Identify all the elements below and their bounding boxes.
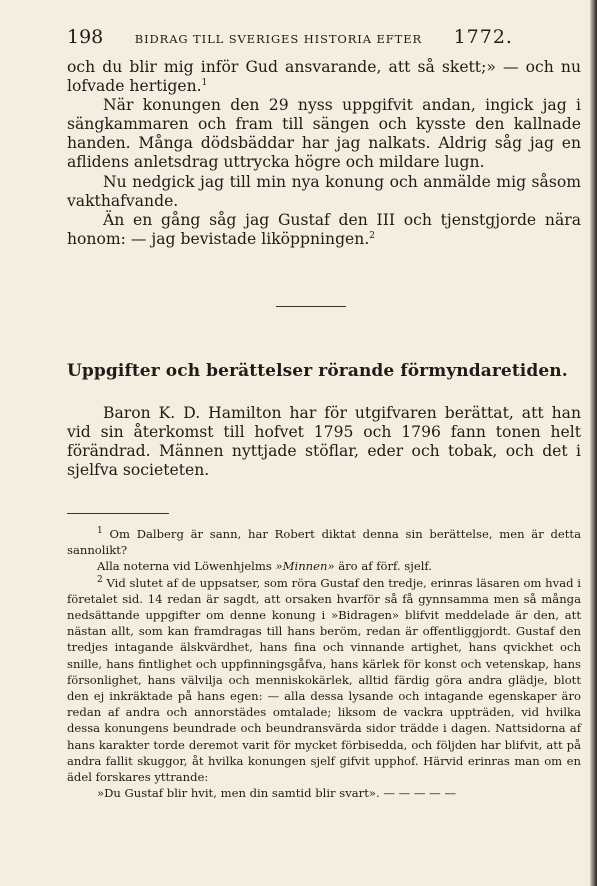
main-text-block <box>67 58 581 249</box>
footnote-mark: 2 <box>97 574 103 585</box>
footnote-text: Alla noterna vid Löwenhjelms <box>97 559 276 574</box>
book-spine-edge <box>590 0 597 886</box>
paragraph: När konungen den 29 nyss uppgifvit andan, ingick jag i sängkammaren och fram till sängen och kysste den kallnade handen. Många dödsbäddar har jag nalkats. Aldrig såg jag en aflidens anletsdrag uttrycka högre och mildare lugn. <box>67 96 581 172</box>
footnote-text: äro af förf. sjelf. <box>334 559 432 574</box>
paragraph-text: Än en gång såg jag Gustaf den III och tjenstgjorde nära honom: — jag bevistade liköppningen. <box>67 210 581 248</box>
footnote <box>67 575 581 786</box>
footnote-ref: 1 <box>201 77 208 88</box>
section-divider <box>276 306 346 307</box>
paragraph: Nu nedgick jag till min nya konung och anmälde mig såsom vakthafvande. <box>67 172 581 210</box>
footnote-text: Vid slutet af de uppsatser, som röra Gustaf den tredje, erinras läsaren om hvad i företalet sid. 14 redan är sagdt, att orsaken hvarför så få gynnsamma men så många nedsättande uppgifter om denne konung i »Bidragen» blifvit meddelade är den, att nästan allt, som kan framdragas till hans beröm, redan är offentliggjordt. Gustaf den tredjes intagande älskvärdhet, hans fina och vinnande artighet, hans qvickhet och snille, hans fintlighet och uppfinningsgåfva, hans kärlek för konst och vetenskap, hans försonlighet, hans välvilja och menniskokärlek, alltid färdig göra andra glädje, blott den ej inkräktade på hans egen: — alla dessa lysande och intagande egenskaper äro redan af andra och annorstädes omtalade; liksom de vackra uppträden, vid hvilka dessa konungens beundrade och beundransvärda sidor trädde i dagen. Nattsidorna af hans karakter torde deremot varit för mycket förbisedda, och följden har blifvit, att på andra fallit skuggor, åt hvilka konungen sjelf gifvit upphof. Härvid erinras man om en ädel forskares yttrande: <box>67 575 581 785</box>
running-head <box>67 26 513 48</box>
running-head-title: BIDRAG TILL SVERIGES HISTORIA EFTER <box>134 32 423 46</box>
section-text-block <box>67 404 581 480</box>
section-heading: Uppgifter och berättelser rörande förmyndaretiden. <box>67 361 568 381</box>
paragraph: Baron K. D. Hamilton har för utgifvaren berättat, att han vid sin återkomst till hofvet 1795 och 1796 fann tonen helt förändrad. Männen nyttjade stöflar, eder och tobak, och det i sjelfva societeten. <box>67 404 581 480</box>
footnote-divider <box>67 513 169 514</box>
footnote-quote: »Du Gustaf blir hvit, men din samtid blir svart». — — — — — <box>97 786 457 801</box>
footnote-text: Om Dalberg är sann, har Robert diktat denna sin berättelse, men är detta sannolikt? <box>67 527 581 558</box>
book-title: »Minnen» <box>275 559 335 574</box>
footnote-ref: 2 <box>369 230 376 241</box>
footnote-mark: 1 <box>97 526 103 537</box>
paragraph <box>67 211 581 249</box>
footnotes <box>67 526 581 801</box>
footnote <box>67 558 581 574</box>
running-head-year: 1772. <box>453 26 513 48</box>
paragraph <box>67 58 581 96</box>
footnote <box>67 526 581 558</box>
page-number: 198 <box>67 26 104 48</box>
paragraph-text: och du blir mig inför Gud ansvarande, att så skett;» — och nu lofvade hertigen. <box>67 58 581 96</box>
